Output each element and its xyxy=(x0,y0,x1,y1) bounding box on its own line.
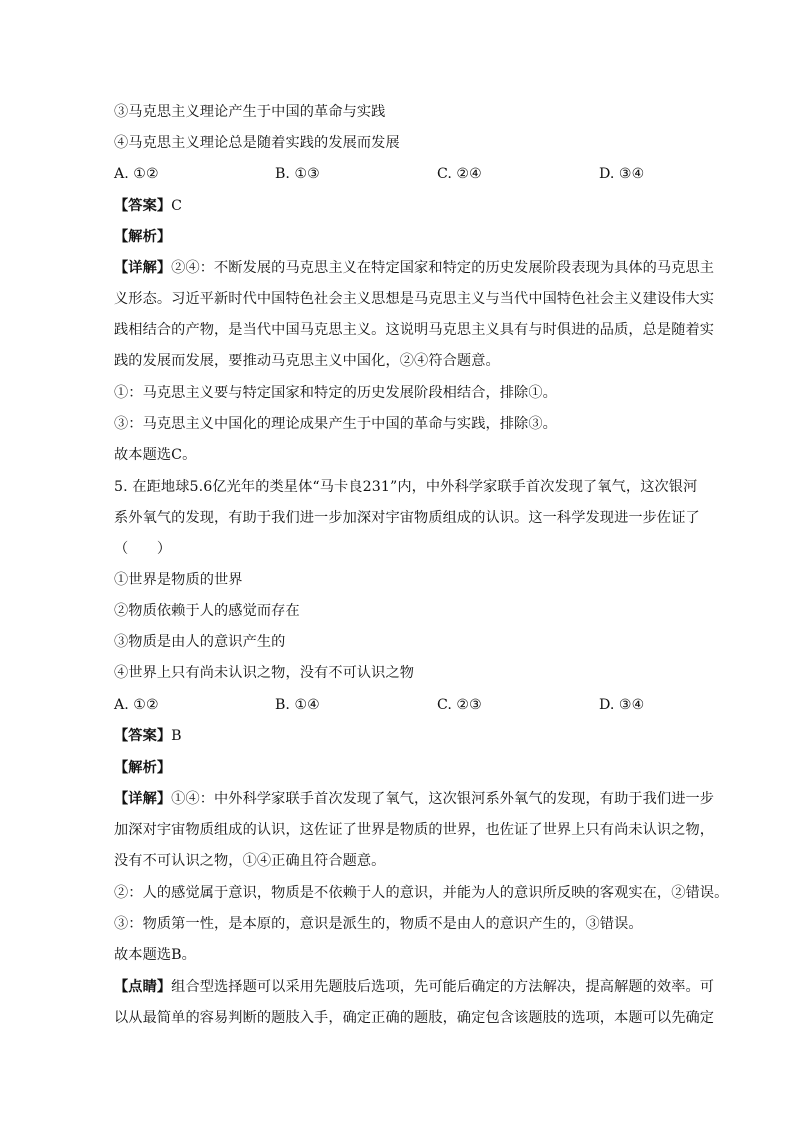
answer-tag: 【答案】 xyxy=(114,198,172,214)
q4-option-a: A. ①② xyxy=(114,166,159,182)
q4-detail-line-3: 践相结合的产物，是当代中国马克思主义。这说明马克思主义具有与时俱进的品质，总是随着实 xyxy=(114,322,715,338)
q5-statement-4: ④世界上只有尚未认识之物，没有不可认识之物 xyxy=(114,665,415,681)
q5-detail-line-1 xyxy=(114,789,714,809)
q4-detail-line-1 xyxy=(114,258,714,278)
q4-option-c: C. ②④ xyxy=(437,166,482,182)
q5-detail-line-3: 没有不可认识之物，①④正确且符合题意。 xyxy=(114,853,386,869)
detail-tag: 【详解】 xyxy=(114,791,172,807)
q5-analysis-tag: 【解析】 xyxy=(114,760,172,776)
q5-stem-blank: （ ） xyxy=(114,541,172,557)
q4-option-d: D. ③④ xyxy=(599,166,645,182)
q5-detail-line-2: 加深对宇宙物质组成的认识，这佐证了世界是物质的世界，也佐证了世界上只有尚未认识之物， xyxy=(114,822,715,838)
detail-text: ①④：中外科学家联手首次发现了氧气，这次银河系外氧气的发现，有助于我们进一步 xyxy=(171,791,715,807)
q5-option-d: D. ③④ xyxy=(599,697,645,713)
tip-text: 组合型选择题可以采用先题肢后选项，先可能后确定的方法解决，提高解题的效率。可 xyxy=(171,979,715,995)
q4-analysis-tag: 【解析】 xyxy=(114,229,172,245)
q5-option-c: C. ②③ xyxy=(437,697,482,713)
detail-text: ②④：不断发展的马克思主义在特定国家和特定的历史发展阶段表现为具体的马克思主 xyxy=(171,260,715,276)
q4-exclude-3: ③：马克思主义中国化的理论成果产生于中国的革命与实践，排除③。 xyxy=(114,416,557,432)
q5-option-b: B. ①④ xyxy=(275,697,320,713)
q4-detail-line-4: 践的发展而发展，要推动马克思主义中国化，②④符合题意。 xyxy=(114,353,500,369)
q5-stem-line-1: 5. 在距地球5.6亿光年的类星体“马卡良231”内，中外科学家联手首次发现了氧气，这次银河 xyxy=(114,479,698,495)
q4-answer xyxy=(114,196,182,216)
q5-wrong-3: ③：物质第一性，是本原的，意识是派生的，物质不是由人的意识产生的，③错误。 xyxy=(114,916,643,932)
q4-conclusion: 故本题选C。 xyxy=(114,447,197,463)
q4-statement-3: ③马克思主义理论产生于中国的革命与实践 xyxy=(114,104,386,120)
detail-tag: 【详解】 xyxy=(114,260,172,276)
answer-value: B xyxy=(171,728,182,744)
q4-detail-line-2: 义形态。习近平新时代中国特色社会主义思想是马克思主义与当代中国特色社会主义建设伟大实 xyxy=(114,291,715,307)
q5-tip-line-2: 以从最简单的容易判断的题肢入手，确定正确的题肢，确定包含该题肢的选项，本题可以先确定 xyxy=(114,1010,715,1026)
q5-statement-1: ①世界是物质的世界 xyxy=(114,572,243,588)
tip-tag: 【点睛】 xyxy=(114,979,172,995)
answer-value: C xyxy=(171,198,183,214)
answer-tag: 【答案】 xyxy=(114,728,172,744)
q4-exclude-1: ①：马克思主义要与特定国家和特定的历史发展阶段相结合，排除①。 xyxy=(114,385,557,401)
q5-tip-line-1 xyxy=(114,977,714,997)
q5-answer xyxy=(114,726,182,746)
q5-stem-line-2: 系外氧气的发现，有助于我们进一步加深对宇宙物质组成的认识。这一科学发现进一步佐证了 xyxy=(114,510,700,526)
q5-option-a: A. ①② xyxy=(114,697,159,713)
q5-statement-2: ②物质依赖于人的感觉而存在 xyxy=(114,603,300,619)
q5-conclusion: 故本题选B。 xyxy=(114,947,196,963)
q5-wrong-2: ②：人的感觉属于意识，物质是不依赖于人的意识，并能为人的意识所反映的客观实在，②错误。 xyxy=(114,885,729,901)
q4-option-b: B. ①③ xyxy=(275,166,320,182)
q5-statement-3: ③物质是由人的意识产生的 xyxy=(114,634,286,650)
q4-statement-4: ④马克思主义理论总是随着实践的发展而发展 xyxy=(114,135,400,151)
